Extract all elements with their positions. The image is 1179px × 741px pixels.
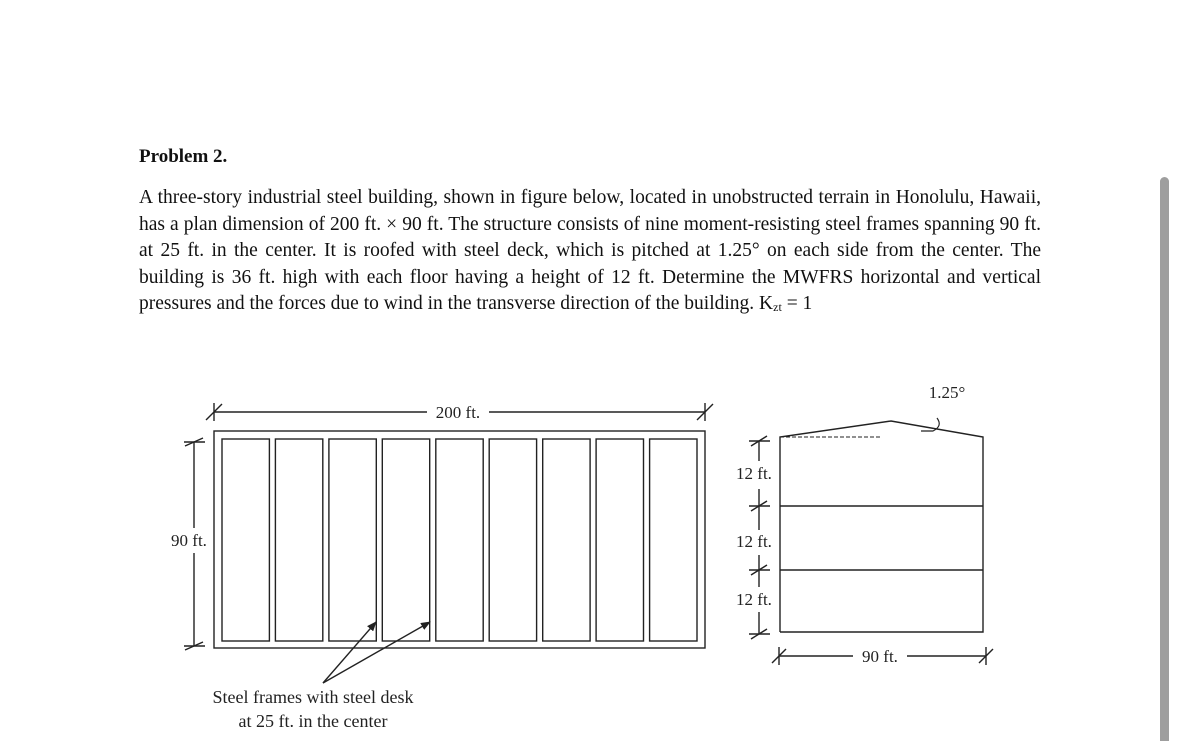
plan-length-label: 200 ft. [435, 403, 481, 422]
floor-label-2: 12 ft. [736, 532, 772, 551]
problem-text: A three-story industrial steel building, shown in figure below, located in unobstructed terrain in Honolulu, Hawaii, has a plan dimension of 200 ft. × 90 ft. The structure consists of nine moment-resisting steel frames spanning 90 ft. at 25 ft. in the center. It is roofed with steel deck, which is pitched at 1.25° on each side from the center. The building is 36 ft. high with each floor having a height of 12 ft. Determine the MWFRS horizontal and vertical pressures and the forces due to wind in the transverse direction of the building. [139, 187, 1041, 315]
plan-caption-line1: Steel frames with steel desk [212, 687, 414, 707]
frame-bay [222, 439, 269, 641]
floor-label-3: 12 ft. [736, 590, 772, 609]
k-symbol: K [759, 293, 774, 315]
frame-bays [222, 439, 697, 641]
floor-label-1: 12 ft. [736, 464, 772, 483]
plan-view [184, 403, 713, 683]
k-value: = 1 [781, 293, 813, 315]
frame-bay [596, 439, 643, 641]
leader-arrow-1 [323, 622, 376, 683]
roof-pitch-label: 1.25° [928, 383, 966, 402]
span-label: 90 ft. [862, 647, 898, 666]
frame-bay [275, 439, 322, 641]
k-subscript: zt [773, 300, 782, 315]
elevation-outline [780, 421, 983, 632]
problem-title: Problem 2. [139, 146, 228, 167]
plan-outline-outer [214, 431, 705, 648]
frame-bay [543, 439, 590, 641]
vertical-scrollbar[interactable] [1160, 177, 1169, 741]
elevation-view [749, 418, 993, 665]
frame-bay [382, 439, 429, 641]
frame-bay [436, 439, 483, 641]
plan-width-label: 90 ft. [171, 531, 207, 550]
frame-bay [489, 439, 536, 641]
frame-bay [650, 439, 697, 641]
roof-angle-arc [921, 418, 939, 431]
plan-caption-line2: at 25 ft. in the center [238, 711, 388, 731]
frame-bay [329, 439, 376, 641]
